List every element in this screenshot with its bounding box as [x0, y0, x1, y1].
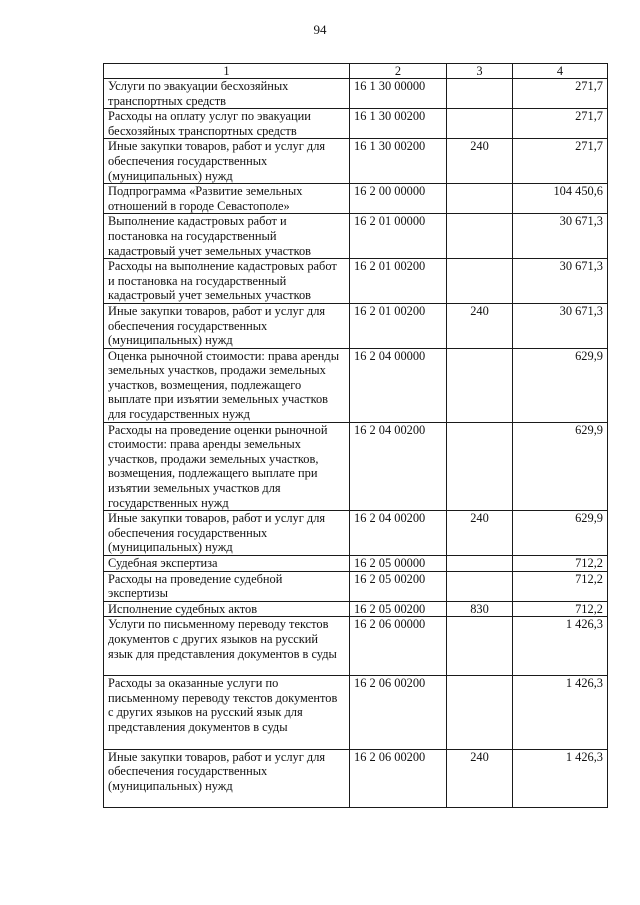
row-amount: 629,9: [513, 511, 608, 556]
row-name: Расходы на проведение судебной экспертизы: [104, 571, 350, 601]
row-amount: 30 671,3: [513, 303, 608, 348]
row-amount: 271,7: [513, 109, 608, 139]
row-type: [447, 556, 513, 572]
row-amount: 712,2: [513, 571, 608, 601]
table-row: [104, 676, 608, 749]
row-type: [447, 348, 513, 422]
row-code: 16 2 05 00200: [350, 571, 447, 601]
row-amount: 629,9: [513, 422, 608, 511]
row-amount: 104 450,6: [513, 184, 608, 214]
row-name: Оценка рыночной стоимости: права аренды земельных участков, продажи земельных участков, возмещения, подлежащего выплате при изъятии земельных участков для государственных нужд: [104, 348, 350, 422]
row-name: Услуги по письменному переводу текстов документов с других языков на русский язык для представления документов в суды: [104, 617, 350, 676]
row-type: [447, 259, 513, 304]
budget-table: [103, 63, 608, 808]
row-code: 16 2 00 00000: [350, 184, 447, 214]
row-name: Расходы на выполнение кадастровых работ и постановка на государственный кадастровый учет земельных участков: [104, 259, 350, 304]
row-amount: 271,7: [513, 79, 608, 109]
row-name: Выполнение кадастровых работ и постановка на государственный кадастровый учет земельных участков: [104, 214, 350, 259]
row-code: 16 2 01 00000: [350, 214, 447, 259]
row-type: 240: [447, 511, 513, 556]
row-code: 16 2 01 00200: [350, 259, 447, 304]
row-type: 830: [447, 601, 513, 617]
table-row: [104, 214, 608, 259]
row-code: 16 2 04 00200: [350, 511, 447, 556]
row-type: 240: [447, 749, 513, 808]
table-row: [104, 601, 608, 617]
row-name: Исполнение судебных актов: [104, 601, 350, 617]
row-type: 240: [447, 139, 513, 184]
row-amount: 629,9: [513, 348, 608, 422]
row-amount: 712,2: [513, 556, 608, 572]
table-row: [104, 303, 608, 348]
row-name: Иные закупки товаров, работ и услуг для обеспечения государственных (муниципальных) нужд: [104, 511, 350, 556]
table-row: [104, 556, 608, 572]
row-code: 16 1 30 00000: [350, 79, 447, 109]
row-name: Расходы на оплату услуг по эвакуации бесхозяйных транспортных средств: [104, 109, 350, 139]
row-code: 16 2 05 00000: [350, 556, 447, 572]
table-row: [104, 259, 608, 304]
row-name: Иные закупки товаров, работ и услуг для обеспечения государственных (муниципальных) нужд: [104, 303, 350, 348]
row-code: 16 2 05 00200: [350, 601, 447, 617]
row-code: 16 1 30 00200: [350, 109, 447, 139]
row-amount: 1 426,3: [513, 676, 608, 749]
header-col-1: 1: [104, 64, 350, 79]
table-row: [104, 422, 608, 511]
row-type: [447, 109, 513, 139]
page-number: 94: [313, 22, 327, 37]
row-type: [447, 184, 513, 214]
row-name: Иные закупки товаров, работ и услуг для обеспечения государственных (муниципальных) нужд: [104, 139, 350, 184]
row-type: [447, 571, 513, 601]
row-name: Расходы за оказанные услуги по письменному переводу текстов документов с других языков на русский язык для представления документов в суды: [104, 676, 350, 749]
row-code: 16 1 30 00200: [350, 139, 447, 184]
row-type: [447, 214, 513, 259]
row-name: Судебная экспертиза: [104, 556, 350, 572]
row-code: 16 2 04 00000: [350, 348, 447, 422]
table-row: [104, 617, 608, 676]
row-code: 16 2 01 00200: [350, 303, 447, 348]
row-type: 240: [447, 303, 513, 348]
row-type: [447, 79, 513, 109]
row-name: Иные закупки товаров, работ и услуг для обеспечения государственных (муниципальных) нужд: [104, 749, 350, 808]
table-row: [104, 79, 608, 109]
table-row: [104, 749, 608, 808]
header-col-4: 4: [513, 64, 608, 79]
table-row: [104, 348, 608, 422]
table-row: [104, 139, 608, 184]
table-row: [104, 571, 608, 601]
row-type: [447, 676, 513, 749]
table-header-row: [104, 64, 608, 79]
header-col-3: 3: [447, 64, 513, 79]
table-row: [104, 511, 608, 556]
row-code: 16 2 06 00200: [350, 676, 447, 749]
row-code: 16 2 04 00200: [350, 422, 447, 511]
row-amount: 271,7: [513, 139, 608, 184]
row-name: Расходы на проведение оценки рыночной стоимости: права аренды земельных участков, продажи земельных участков, возмещения, подлежащего выплате при изъятии земельных участков для государственных нужд: [104, 422, 350, 511]
table-row: [104, 184, 608, 214]
row-amount: 1 426,3: [513, 749, 608, 808]
row-amount: 1 426,3: [513, 617, 608, 676]
row-name: Подпрограмма «Развитие земельных отношений в городе Севастополе»: [104, 184, 350, 214]
row-amount: 30 671,3: [513, 214, 608, 259]
table-row: [104, 109, 608, 139]
row-amount: 712,2: [513, 601, 608, 617]
row-code: 16 2 06 00000: [350, 617, 447, 676]
row-amount: 30 671,3: [513, 259, 608, 304]
row-type: [447, 422, 513, 511]
row-code: 16 2 06 00200: [350, 749, 447, 808]
header-col-2: 2: [350, 64, 447, 79]
row-type: [447, 617, 513, 676]
row-name: Услуги по эвакуации бесхозяйных транспортных средств: [104, 79, 350, 109]
